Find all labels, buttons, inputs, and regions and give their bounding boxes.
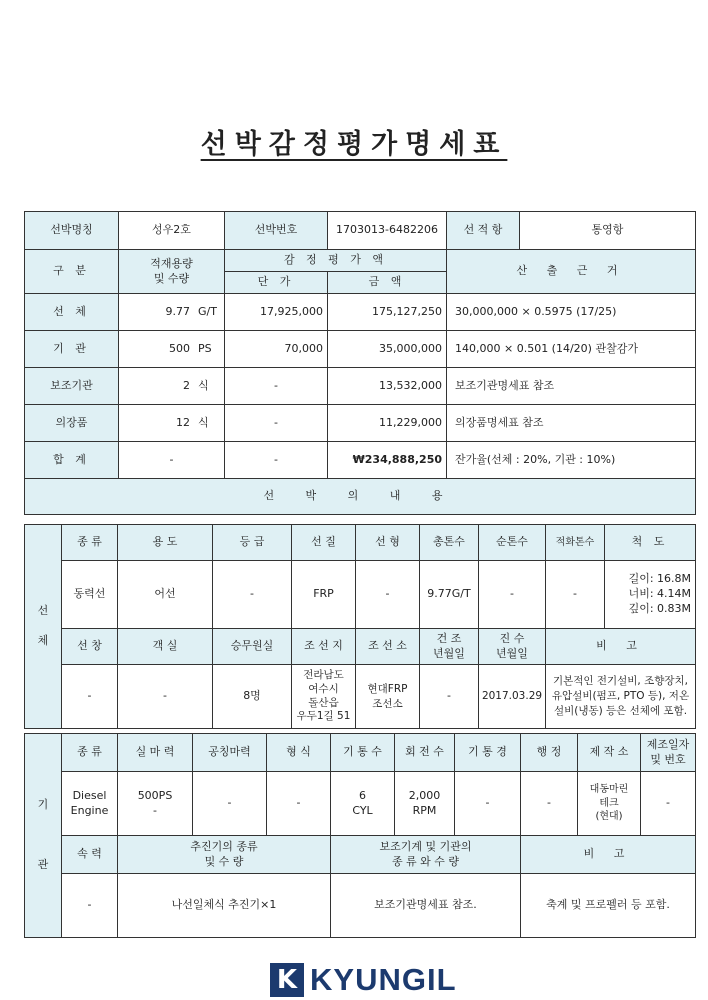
row-qty bbox=[119, 294, 225, 331]
hull-header-cell: 건 조 년월일 bbox=[420, 629, 479, 665]
row-basis: 140,000 × 0.501 (14/20) 관찰감가 bbox=[447, 331, 696, 368]
hull-use: 어선 bbox=[118, 561, 213, 629]
engine-remarks: 축계 및 프로펠러 등 포함. bbox=[521, 874, 696, 938]
hull-shipyard: 현대FRP 조선소 bbox=[356, 665, 420, 729]
hull-header-cell: 승무원실 bbox=[213, 629, 292, 665]
valuation-row bbox=[25, 331, 696, 368]
total-label: 합 계 bbox=[25, 442, 119, 479]
hull-value-row-2 bbox=[25, 665, 696, 729]
page-title bbox=[0, 122, 708, 161]
hull-cabin: - bbox=[118, 665, 213, 729]
engine-header-cell: 실 마 력 bbox=[118, 734, 193, 772]
engine-header-cell: 속 력 bbox=[62, 836, 118, 874]
hull-cargo-tonnage: - bbox=[546, 561, 605, 629]
row-unit-price: - bbox=[225, 405, 328, 442]
port-cell bbox=[447, 212, 696, 250]
row-unit-price: - bbox=[225, 368, 328, 405]
row-qty bbox=[119, 405, 225, 442]
row-label: 보조기관 bbox=[25, 368, 119, 405]
engine-cylinders: 6 CYL bbox=[331, 772, 395, 836]
engine-header-cell: 행 정 bbox=[521, 734, 578, 772]
hull-header-cell: 종 류 bbox=[62, 525, 118, 561]
ship-number-text: 1703013-6482206 bbox=[336, 223, 438, 237]
engine-aux: 보조기관명세표 참조. bbox=[331, 874, 521, 938]
total-unit-price: - bbox=[225, 442, 328, 479]
hull-gross-tonnage: 9.77G/T bbox=[420, 561, 479, 629]
hull-build-place: 전라남도 여수시 돌산읍 우두1길 51 bbox=[292, 665, 356, 729]
hull-header-cell: 선 형 bbox=[356, 525, 420, 561]
ship-number-label: 선박번호 bbox=[225, 212, 328, 250]
engine-actual-power: 500PS - bbox=[118, 772, 193, 836]
hull-side-label: 선 체 bbox=[25, 525, 62, 729]
engine-header-cell: 회 전 수 bbox=[395, 734, 455, 772]
engine-header-cell: 종 류 bbox=[62, 734, 118, 772]
ship-name-label: 선박명칭 bbox=[25, 212, 119, 250]
row-amount: 175,127,250 bbox=[328, 294, 447, 331]
hull-header-row bbox=[25, 525, 696, 561]
engine-header-cell: 비 고 bbox=[521, 836, 696, 874]
page-title-text: 선박감정평가명세표 bbox=[200, 129, 508, 160]
row-label: 선 체 bbox=[25, 294, 119, 331]
col-category-header: 구 분 bbox=[25, 250, 119, 294]
hull-shape: - bbox=[356, 561, 420, 629]
port-label: 선 적 항 bbox=[447, 212, 520, 249]
row-amount: 35,000,000 bbox=[328, 331, 447, 368]
col-amount-group-header: 감 정 평 가 액 bbox=[225, 250, 447, 272]
col-basis-header: 산 출 근 거 bbox=[447, 250, 696, 294]
engine-side-label: 기 관 bbox=[25, 734, 62, 938]
hull-grade: - bbox=[213, 561, 292, 629]
row-label: 의장품 bbox=[25, 405, 119, 442]
hull-material: FRP bbox=[292, 561, 356, 629]
engine-maker: 대동마린 테크 (현대) bbox=[578, 772, 641, 836]
ship-name-value: 성우2호 bbox=[119, 212, 225, 250]
hull-hold: - bbox=[62, 665, 118, 729]
engine-header-row bbox=[25, 734, 696, 772]
engine-header-cell: 추진기의 종류 및 수 량 bbox=[118, 836, 331, 874]
row-basis: 의장품명세표 참조 bbox=[447, 405, 696, 442]
qty-value: 2 bbox=[183, 378, 190, 392]
engine-header-cell: 기 통 경 bbox=[455, 734, 521, 772]
col-capacity-header: 적재용량 및 수량 bbox=[119, 250, 225, 294]
engine-header-cell: 공칭마력 bbox=[193, 734, 267, 772]
details-title: 선 박 의 내 용 bbox=[25, 479, 696, 515]
hull-header-cell: 객 실 bbox=[118, 629, 213, 665]
row-unit-price: 70,000 bbox=[225, 331, 328, 368]
hull-header-cell: 순톤수 bbox=[479, 525, 546, 561]
engine-value-row-2 bbox=[25, 874, 696, 938]
engine-propeller: 나선일체식 추진기×1 bbox=[118, 874, 331, 938]
valuation-row bbox=[25, 368, 696, 405]
row-qty bbox=[119, 331, 225, 368]
ship-number-value bbox=[328, 212, 447, 250]
engine-form: - bbox=[267, 772, 331, 836]
hull-header-cell: 용 도 bbox=[118, 525, 213, 561]
total-qty: - bbox=[119, 442, 225, 479]
hull-header-row-2 bbox=[25, 629, 696, 665]
row-amount: 11,229,000 bbox=[328, 405, 447, 442]
port-value: 통영항 bbox=[591, 223, 624, 237]
hull-header-cell: 적화톤수 bbox=[546, 525, 605, 561]
qty-unit: G/T bbox=[198, 304, 217, 318]
total-row bbox=[25, 442, 696, 479]
row-basis: 보조기관명세표 참조 bbox=[447, 368, 696, 405]
hull-type: 동력선 bbox=[62, 561, 118, 629]
hull-header-cell: 진 수 년월일 bbox=[479, 629, 546, 665]
hull-launch-date: 2017.03.29 bbox=[479, 665, 546, 729]
row-basis: 30,000,000 × 0.5975 (17/25) bbox=[447, 294, 696, 331]
hull-crew-room: 8명 bbox=[213, 665, 292, 729]
valuation-table bbox=[24, 211, 696, 515]
row-unit-price: 17,925,000 bbox=[225, 294, 328, 331]
hull-header-cell: 총톤수 bbox=[420, 525, 479, 561]
engine-nominal-power: - bbox=[193, 772, 267, 836]
engine-header-row-2 bbox=[25, 836, 696, 874]
engine-header-cell: 제조일자 및 번호 bbox=[641, 734, 696, 772]
engine-header-cell: 기 통 수 bbox=[331, 734, 395, 772]
engine-rpm: 2,000 RPM bbox=[395, 772, 455, 836]
total-amount: ₩234,888,250 bbox=[328, 442, 447, 479]
engine-speed: - bbox=[62, 874, 118, 938]
col-unit-price-header: 단 가 bbox=[225, 272, 328, 294]
hull-header-cell: 선 질 bbox=[292, 525, 356, 561]
logo-text: KYUNGIL bbox=[310, 962, 457, 997]
engine-type: Diesel Engine bbox=[62, 772, 118, 836]
engine-mfg-date: - bbox=[641, 772, 696, 836]
engine-header-cell: 보조기계 및 기관의 종 류 와 수 량 bbox=[331, 836, 521, 874]
hull-built-date: - bbox=[420, 665, 479, 729]
hull-net-tonnage: - bbox=[479, 561, 546, 629]
hull-dimensions: 길이: 16.8M 너비: 4.14M 깊이: 0.83M bbox=[605, 561, 696, 629]
hull-header-cell: 등 급 bbox=[213, 525, 292, 561]
row-qty bbox=[119, 368, 225, 405]
engine-value-row bbox=[25, 772, 696, 836]
hull-value-row bbox=[25, 561, 696, 629]
hull-header-cell: 척 도 bbox=[605, 525, 696, 561]
details-title-row bbox=[25, 479, 696, 515]
qty-value: 9.77 bbox=[165, 304, 190, 318]
valuation-row bbox=[25, 294, 696, 331]
hull-remarks: 기본적인 전기설비, 조향장치, 유압설비(펌프, PTO 등), 저온설비(냉동) 등은 선체에 포함. bbox=[546, 665, 696, 729]
qty-unit: 식 bbox=[198, 378, 209, 392]
total-basis: 잔가율(선체 : 20%, 기관 : 10%) bbox=[447, 442, 696, 479]
hull-header-cell: 조 선 소 bbox=[356, 629, 420, 665]
hull-table bbox=[24, 524, 696, 729]
row-amount: 13,532,000 bbox=[328, 368, 447, 405]
qty-unit: 식 bbox=[198, 415, 209, 429]
kyungil-logo bbox=[270, 962, 457, 998]
engine-header-cell: 제 작 소 bbox=[578, 734, 641, 772]
qty-unit: PS bbox=[198, 341, 212, 355]
info-row bbox=[25, 212, 696, 250]
row-label: 기 관 bbox=[25, 331, 119, 368]
engine-bore: - bbox=[455, 772, 521, 836]
engine-table bbox=[24, 733, 696, 938]
valuation-header-row-1 bbox=[25, 250, 696, 272]
col-amount-header: 금 액 bbox=[328, 272, 447, 294]
hull-header-cell: 비 고 bbox=[546, 629, 696, 665]
hull-header-cell: 선 창 bbox=[62, 629, 118, 665]
hull-header-cell: 조 선 지 bbox=[292, 629, 356, 665]
logo-mark-icon: K bbox=[270, 963, 304, 997]
engine-header-cell: 형 식 bbox=[267, 734, 331, 772]
qty-value: 500 bbox=[169, 341, 190, 355]
qty-value: 12 bbox=[176, 415, 190, 429]
valuation-row bbox=[25, 405, 696, 442]
engine-stroke: - bbox=[521, 772, 578, 836]
